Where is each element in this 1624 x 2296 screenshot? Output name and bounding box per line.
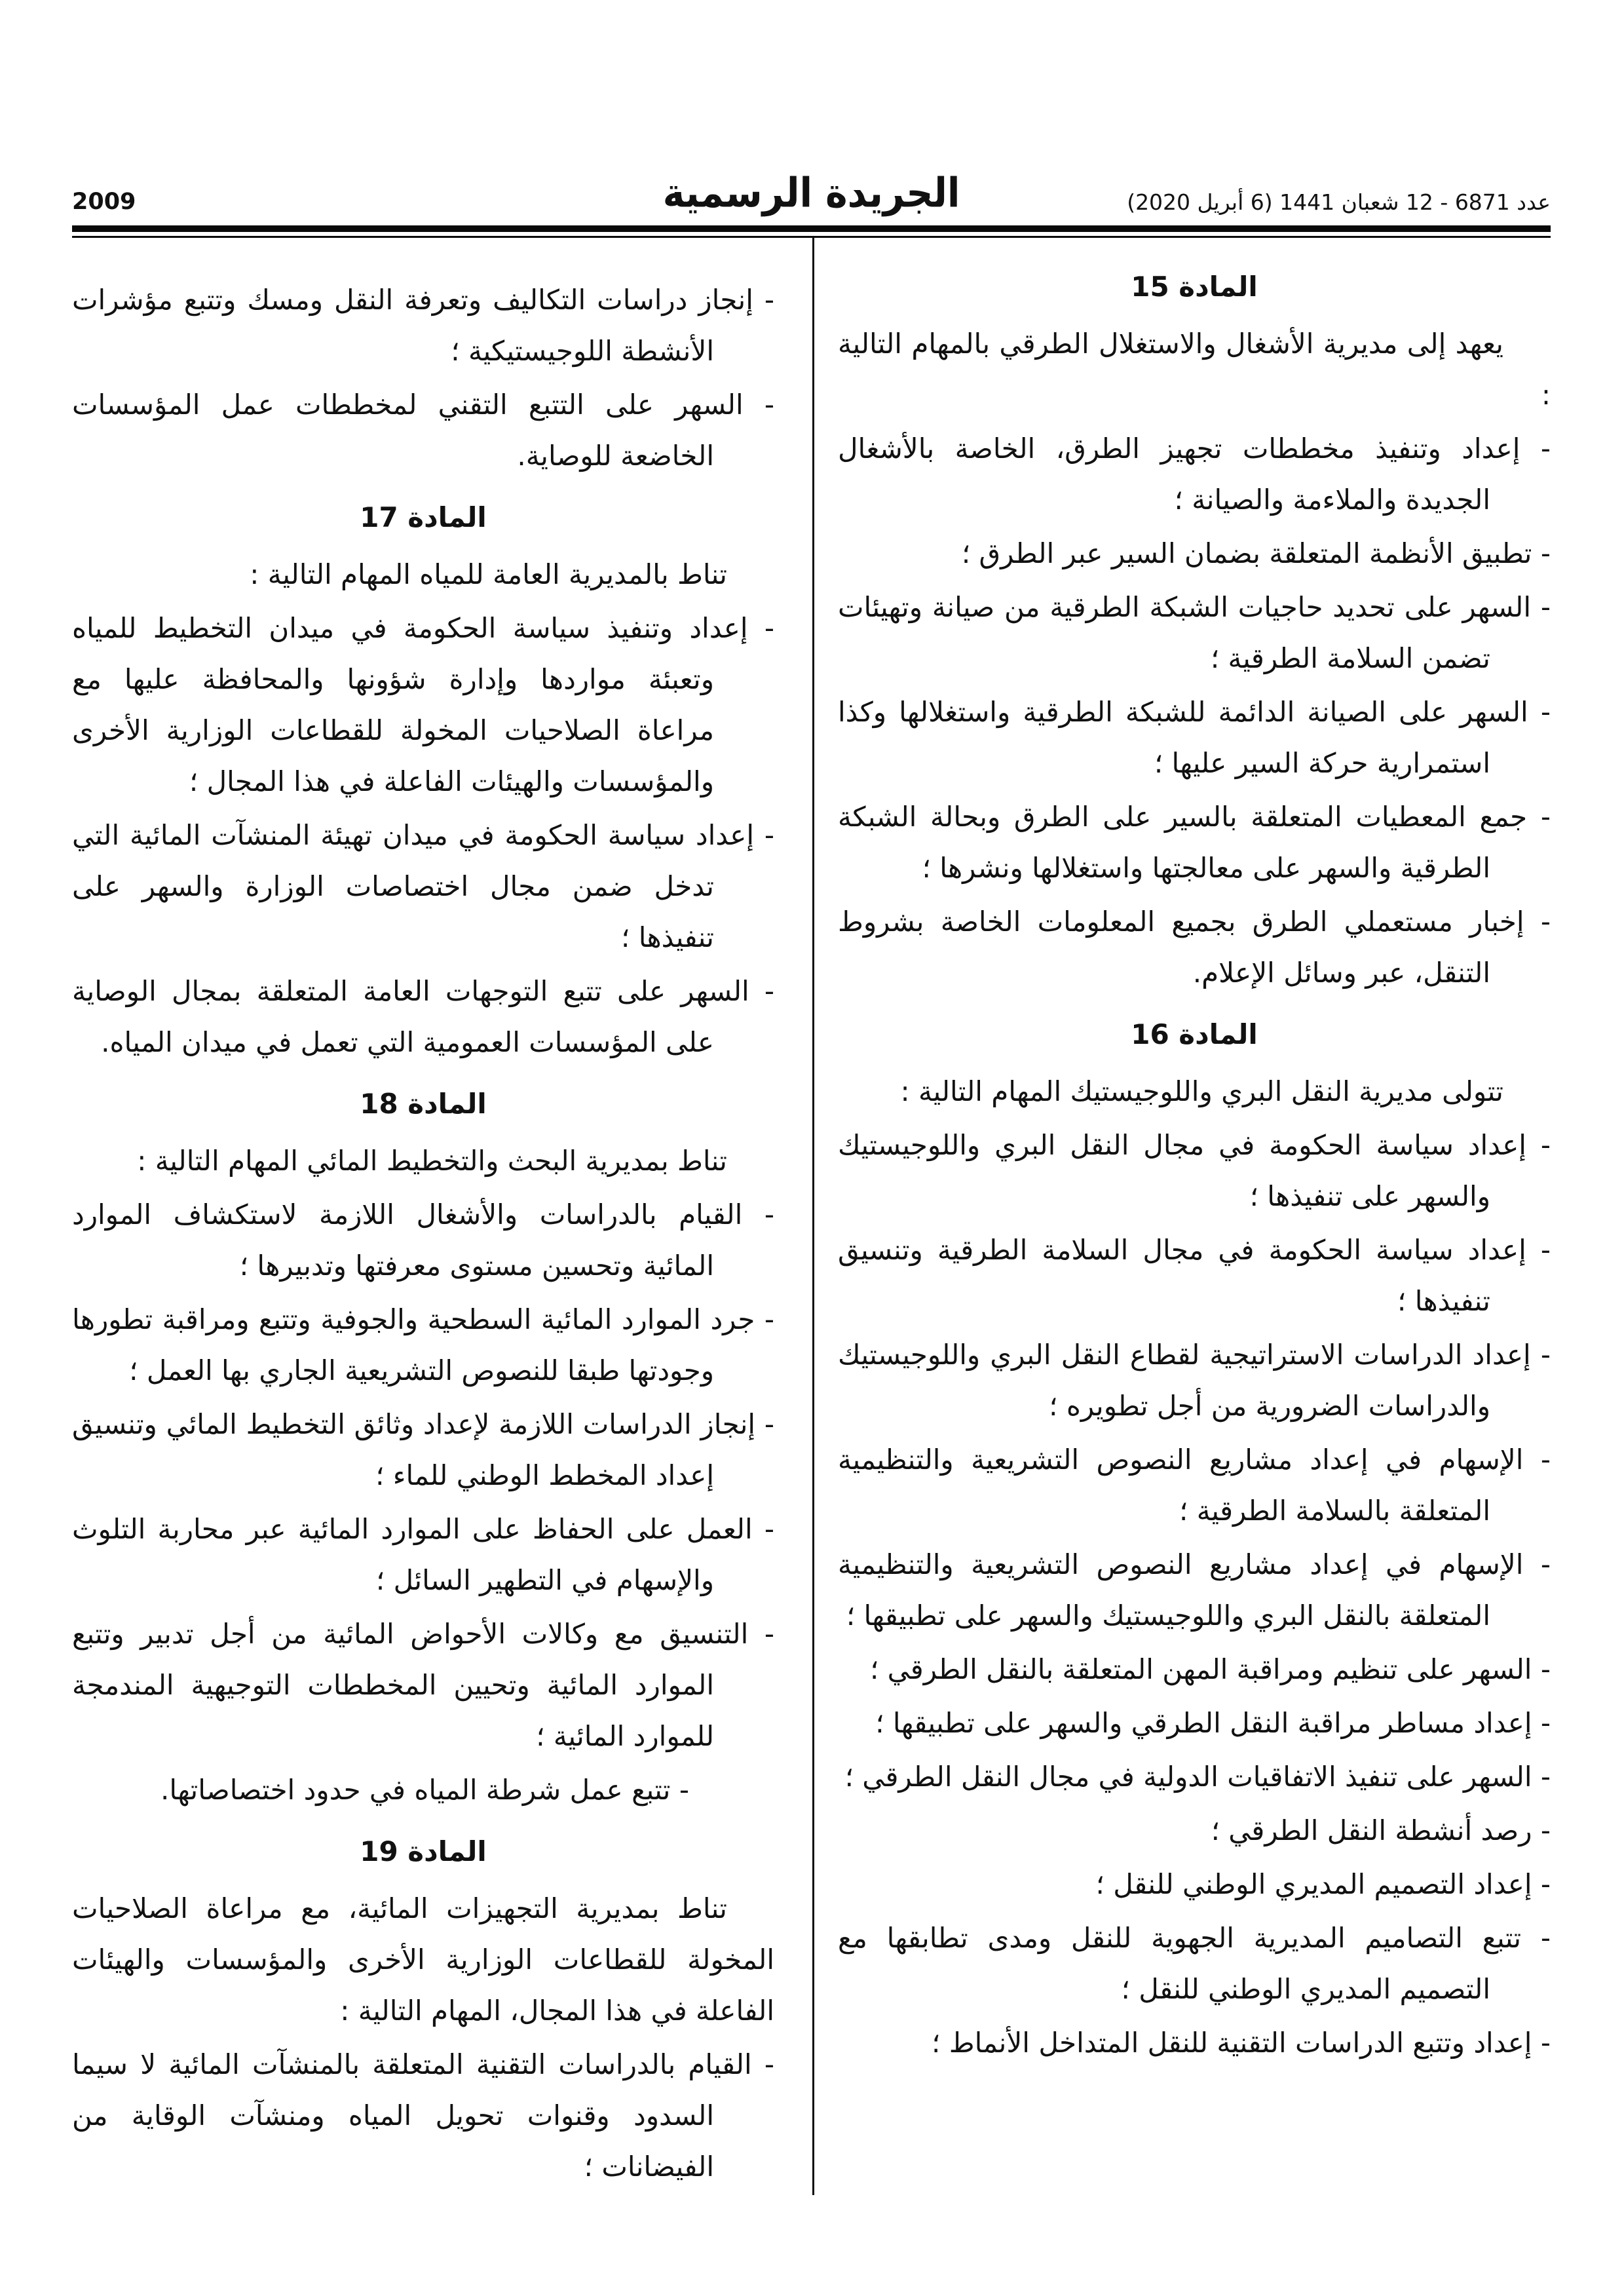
list-item: - رصد أنشطة النقل الطرقي ؛ (1211, 1814, 1551, 1846)
list-item: - الإسهام في إعداد مشاريع النصوص التشريعية والتنظيمية المتعلقة بالنقل البري واللوجيستيك والسهر على تطبيقها ؛ (838, 1548, 1551, 1632)
list-item: - السهر على تنفيذ الاتفاقيات الدولية في مجال النقل الطرقي ؛ (844, 1761, 1551, 1793)
article-heading: المادة 19 (360, 1835, 487, 1867)
article-heading: المادة 17 (360, 501, 487, 533)
list-item: - السهر على تحديد حاجيات الشبكة الطرقية من صيانة وتهيئات تضمن السلامة الطرقية ؛ (838, 591, 1551, 674)
article-intro-paragraph: تناط بمديرية البحث والتخطيط المائي المهام التالية : (137, 1145, 727, 1177)
list-item: - إعداد سياسة الحكومة في مجال السلامة الطرقية وتنسيق تنفيذها ؛ (838, 1234, 1551, 1317)
list-item: - القيام بالدراسات والأشغال اللازمة لاستكشاف الموارد المائية وتحسين مستوى معرفتها وتدبيرها ؛ (72, 1198, 774, 1282)
list-item: - الإسهام في إعداد مشاريع النصوص التشريعية والتنظيمية المتعلقة بالسلامة الطرقية ؛ (838, 1444, 1551, 1527)
list-item: - القيام بالدراسات التقنية المتعلقة بالمنشآت المائية لا سيما السدود وقنوات تحويل المياه ومنشآت الوقاية من الفيضانات ؛ (72, 2048, 774, 2183)
gazette-title: الجريدة الرسمية (662, 170, 960, 217)
list-item: - إنجاز الدراسات اللازمة لإعداد وثائق التخطيط المائي وتنسيق إعداد المخطط الوطني للماء ؛ (72, 1408, 774, 1491)
article-intro-paragraph: يعهد إلى مديرية الأشغال والاستغلال الطرقي بالمهام التالية : (838, 328, 1551, 411)
list-item: - إعداد سياسة الحكومة في ميدان تهيئة المنشآت المائية التي تدخل ضمن مجال اختصاصات الوزارة والسهر على تنفيذها ؛ (72, 819, 774, 953)
article-heading: المادة 16 (1131, 1018, 1258, 1050)
page-header (72, 172, 1551, 215)
list-item: - السهر على تتبع التوجهات العامة المتعلقة بمجال الوصاية على المؤسسات العمومية التي تعمل في ميدان المياه. (72, 975, 774, 1058)
column-left (72, 238, 774, 2195)
list-item: - إعداد وتنفيذ مخططات تجهيز الطرق، الخاصة بالأشغال الجديدة والملاءمة والصيانة ؛ (838, 432, 1551, 516)
list-item: - إخبار مستعملي الطرق بجميع المعلومات الخاصة بشروط التنقل، عبر وسائل الإعلام. (838, 906, 1551, 989)
header-rules (72, 225, 1551, 238)
list-item: - إعداد الدراسات الاستراتيجية لقطاع النقل البري واللوجيستيك والدراسات الضرورية من أجل تطويره ؛ (838, 1339, 1551, 1422)
list-item: - التنسيق مع وكالات الأحواض المائية من أجل تدبير وتتبع الموارد المائية وتحيين المخططات التوجيهية المندمجة للموارد المائية ؛ (72, 1618, 774, 1752)
article-heading: المادة 15 (1131, 271, 1258, 303)
list-item: - إعداد وتنفيذ سياسة الحكومة في ميدان التخطيط للمياه وتعبئة مواردها وإدارة شؤونها والمحافظة عليها مع مراعاة الصلاحيات المخولة للقطاعات الوزارية الأخرى والمؤسسات والهيئات الفاعلة في هذا المجال ؛ (72, 612, 774, 797)
list-item: - السهر على التتبع التقني لمخططات عمل المؤسسات الخاضعة للوصاية. (72, 389, 774, 472)
list-item: - إعداد سياسة الحكومة في مجال النقل البري واللوجيستيك والسهر على تنفيذها ؛ (838, 1129, 1551, 1212)
list-item: - تطبيق الأنظمة المتعلقة بضمان السير عبر الطرق ؛ (961, 537, 1551, 569)
list-item: - تتبع التصاميم المديرية الجهوية للنقل ومدى تطابقها مع التصميم المديري الوطني للنقل ؛ (838, 1922, 1551, 2005)
list-item: - إنجاز دراسات التكاليف وتعرفة النقل ومسك وتتبع مؤشرات الأنشطة اللوجيستيكية ؛ (72, 284, 774, 367)
list-item: - إعداد التصميم المديري الوطني للنقل ؛ (1095, 1868, 1551, 1900)
list-item: - السهر على تنظيم ومراقبة المهن المتعلقة بالنقل الطرقي ؛ (869, 1653, 1551, 1685)
list-item: - جرد الموارد المائية السطحية والجوفية وتتبع ومراقبة تطورها وجودتها طبقا للنصوص التشريعية الجاري بها العمل ؛ (72, 1303, 774, 1387)
header-page-number: 2009 (72, 189, 136, 215)
list-item: - السهر على الصيانة الدائمة للشبكة الطرقية واستغلالها وكذا استمرارية حركة السير عليها ؛ (838, 696, 1551, 779)
header-rule-thick (72, 225, 1551, 232)
column-divider (812, 238, 814, 2195)
article-heading: المادة 18 (360, 1088, 487, 1120)
list-item: - تتبع عمل شرطة المياه في حدود اختصاصاتها. (161, 1774, 689, 1806)
article-intro-paragraph: تناط بمديرية التجهيزات المائية، مع مراعاة الصلاحيات المخولة للقطاعات الوزارية الأخرى والمؤسسات والهيئات الفاعلة في هذا المجال، المهام التالية : (72, 1892, 774, 2027)
list-item: - إعداد مساطر مراقبة النقل الطرقي والسهر على تطبيقها ؛ (875, 1707, 1551, 1739)
list-item: - العمل على الحفاظ على الموارد المائية عبر محاربة التلوث والإسهام في التطهير السائل ؛ (72, 1513, 774, 1596)
page-content (72, 238, 1551, 2195)
list-item: - إعداد وتتبع الدراسات التقنية للنقل المتداخل الأنماط ؛ (932, 2027, 1551, 2059)
article-intro-paragraph: تتولى مديرية النقل البري واللوجيستيك المهام التالية : (900, 1075, 1503, 1107)
column-right (838, 238, 1551, 2195)
header-issue-info: عدد 6871 - 12 شعبان 1441 (6 أبريل 2020) (1127, 189, 1551, 215)
article-intro-paragraph: تناط بالمديرية العامة للمياه المهام التالية : (250, 558, 727, 590)
list-item: - جمع المعطيات المتعلقة بالسير على الطرق وبحالة الشبكة الطرقية والسهر على معالجتها واستغلالها ونشرها ؛ (838, 801, 1551, 884)
